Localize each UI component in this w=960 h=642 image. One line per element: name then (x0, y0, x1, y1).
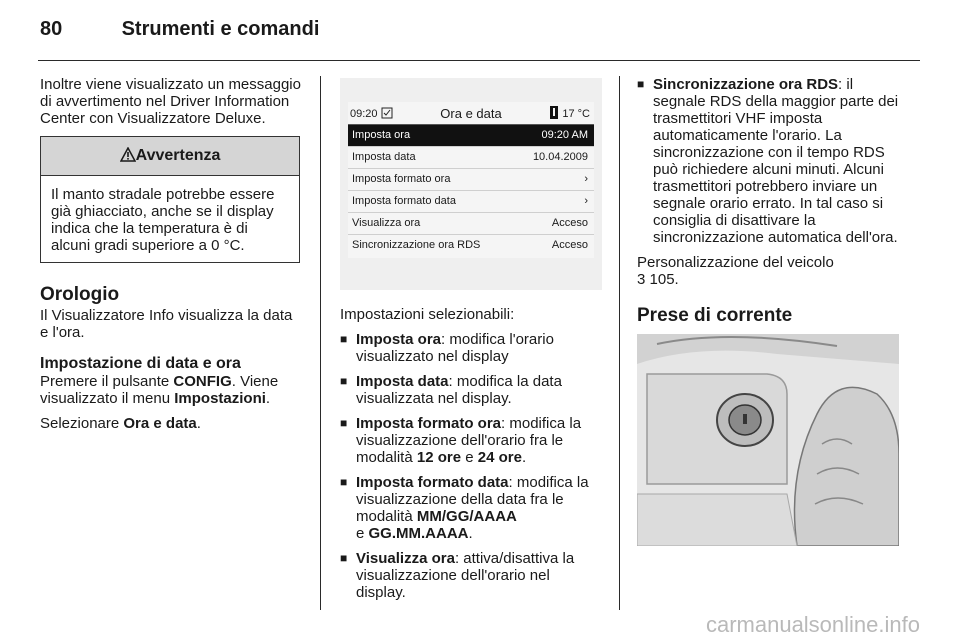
cross-reference[interactable] (637, 254, 902, 288)
display-illustration (340, 78, 602, 290)
display-title: Ora e data (440, 106, 502, 121)
column-divider-1 (320, 76, 321, 610)
warning-triangle-icon (120, 147, 136, 162)
item-text: . (521, 449, 527, 466)
info-display-screen (348, 102, 594, 258)
item-option: GG.MM.AAAA (368, 525, 469, 542)
row-label: Visualizza ora (352, 217, 421, 229)
item-text: e (461, 449, 478, 466)
settings-list (340, 331, 602, 601)
page-title: Strumenti e comandi (121, 18, 320, 40)
warning-box (40, 136, 300, 263)
item-text: : modifica la visualizzazione della data fra le modalità (356, 474, 589, 525)
row-value: Acceso (551, 217, 588, 229)
item-term: Visualizza ora (356, 550, 455, 567)
intro-paragraph: Inoltre viene visualizzato un messaggio di avvertimento nel Driver Information Center con Visualizzatore Deluxe. (40, 76, 301, 127)
section-title-prese: Prese di corrente (637, 305, 793, 326)
item-term: Imposta formato data (356, 474, 509, 491)
config-paragraph (40, 373, 302, 407)
item-option: MM/GG/AAAA (416, 508, 517, 525)
item-text: . (468, 525, 473, 542)
list-item (340, 474, 602, 542)
section-title-orologio: Orologio (40, 284, 120, 305)
display-temp-value: 17 °C (562, 108, 590, 120)
display-row-formato-ora[interactable] (348, 169, 594, 191)
column-2 (340, 76, 602, 609)
watermark: carmanualsonline.info (705, 612, 920, 637)
ora-e-data-term: Ora e data (123, 415, 197, 432)
text-span: Premere il pulsante (40, 373, 174, 390)
bullet-icon: ■ (340, 332, 348, 346)
item-option: 24 ore (477, 449, 522, 466)
display-row-visualizza-ora[interactable] (348, 213, 594, 235)
bullet-icon: ■ (340, 475, 348, 489)
list-item (637, 76, 902, 246)
row-label: Imposta ora (352, 129, 411, 141)
select-paragraph (40, 415, 302, 432)
page-header (40, 18, 319, 41)
warning-header (41, 137, 299, 176)
row-label: Imposta formato ora (352, 173, 451, 185)
bullet-icon: ■ (340, 416, 348, 430)
display-row-imposta-data[interactable] (348, 147, 594, 169)
display-row-formato-data[interactable] (348, 191, 594, 213)
item-term: Sincronizzazione ora RDS (653, 76, 839, 93)
item-text: : il segnale RDS della maggior parte dei trasmettitori VHF imposta automaticamente l'orario. La sincronizzazione con il tempo RDS può richiedere alcuni minuti. Alcuni trasmettitori potrebbero inviare un segnale orario errato. In tal caso si consiglia di disattivare la sincronizzazione automatica dell'ora. (653, 76, 899, 246)
display-top-bar (348, 102, 594, 125)
item-text: : modifica la data visualizzata nel display. (356, 373, 562, 407)
text-span: Selezionare (40, 415, 124, 432)
config-term: CONFIG (173, 373, 232, 390)
list-item (340, 550, 602, 601)
column-1 (40, 76, 302, 440)
row-label: Sincronizzazione ora RDS (352, 239, 481, 251)
item-term: Imposta ora (356, 331, 442, 348)
impostazioni-term: Impostazioni (174, 390, 266, 407)
display-temp (549, 106, 590, 123)
display-row-imposta-ora[interactable] (348, 125, 594, 147)
warning-body: Il manto stradale potrebbe essere già ghiacciato, anche se il display indica che la temperatura è di alcuni gradi superiore a 0 °C. (51, 186, 275, 254)
column-3 (637, 76, 902, 550)
power-outlet-illustration (637, 334, 899, 546)
reference-arrow-icon: 3 (637, 271, 646, 288)
display-time: 09:20 (350, 108, 378, 120)
settings-intro: Impostazioni selezionabili: (340, 306, 515, 323)
row-value: Acceso (551, 239, 588, 251)
text-span: . (265, 390, 271, 407)
page-number: 80 (40, 18, 63, 40)
row-label: Imposta formato data (352, 195, 456, 207)
bullet-icon: ■ (340, 374, 348, 388)
list-item (340, 415, 602, 466)
row-value: 09:20 AM (541, 129, 588, 141)
header-rule (38, 60, 920, 61)
chevron-right-icon: › (584, 195, 588, 207)
item-text: : modifica l'orario visualizzato nel display (356, 331, 554, 365)
section-text: Il Visualizzatore Info visualizza la data e l'ora. (40, 307, 293, 341)
item-text: : attiva/disattiva la visualizzazione dell'orario nel display. (356, 550, 575, 601)
column-divider-2 (619, 76, 620, 610)
subsection-title: Impostazione di data e ora (40, 355, 241, 372)
row-value: 10.04.2009 (532, 151, 588, 163)
reference-text: Personalizzazione del veicolo (637, 254, 834, 271)
reference-page: 105. (649, 271, 679, 288)
chevron-right-icon: › (584, 173, 588, 185)
bullet-icon: ■ (637, 77, 645, 91)
rds-list (637, 76, 902, 246)
display-row-rds[interactable] (348, 235, 594, 256)
row-label: Imposta data (352, 151, 416, 163)
item-term: Imposta data (356, 373, 449, 390)
list-item (340, 373, 602, 407)
item-text: : modifica la visualizzazione dell'orario fra le modalità (356, 415, 582, 466)
warning-title: Avvertenza (135, 147, 221, 164)
text-span: . Viene visualizzato il menu (40, 373, 279, 407)
item-option: 12 ore (416, 449, 462, 466)
text-span: . (196, 415, 201, 432)
list-item (340, 331, 602, 365)
item-term: Imposta formato ora (356, 415, 502, 432)
bullet-icon: ■ (340, 551, 348, 565)
thermometer-icon (549, 106, 559, 119)
item-text: e (356, 525, 369, 542)
